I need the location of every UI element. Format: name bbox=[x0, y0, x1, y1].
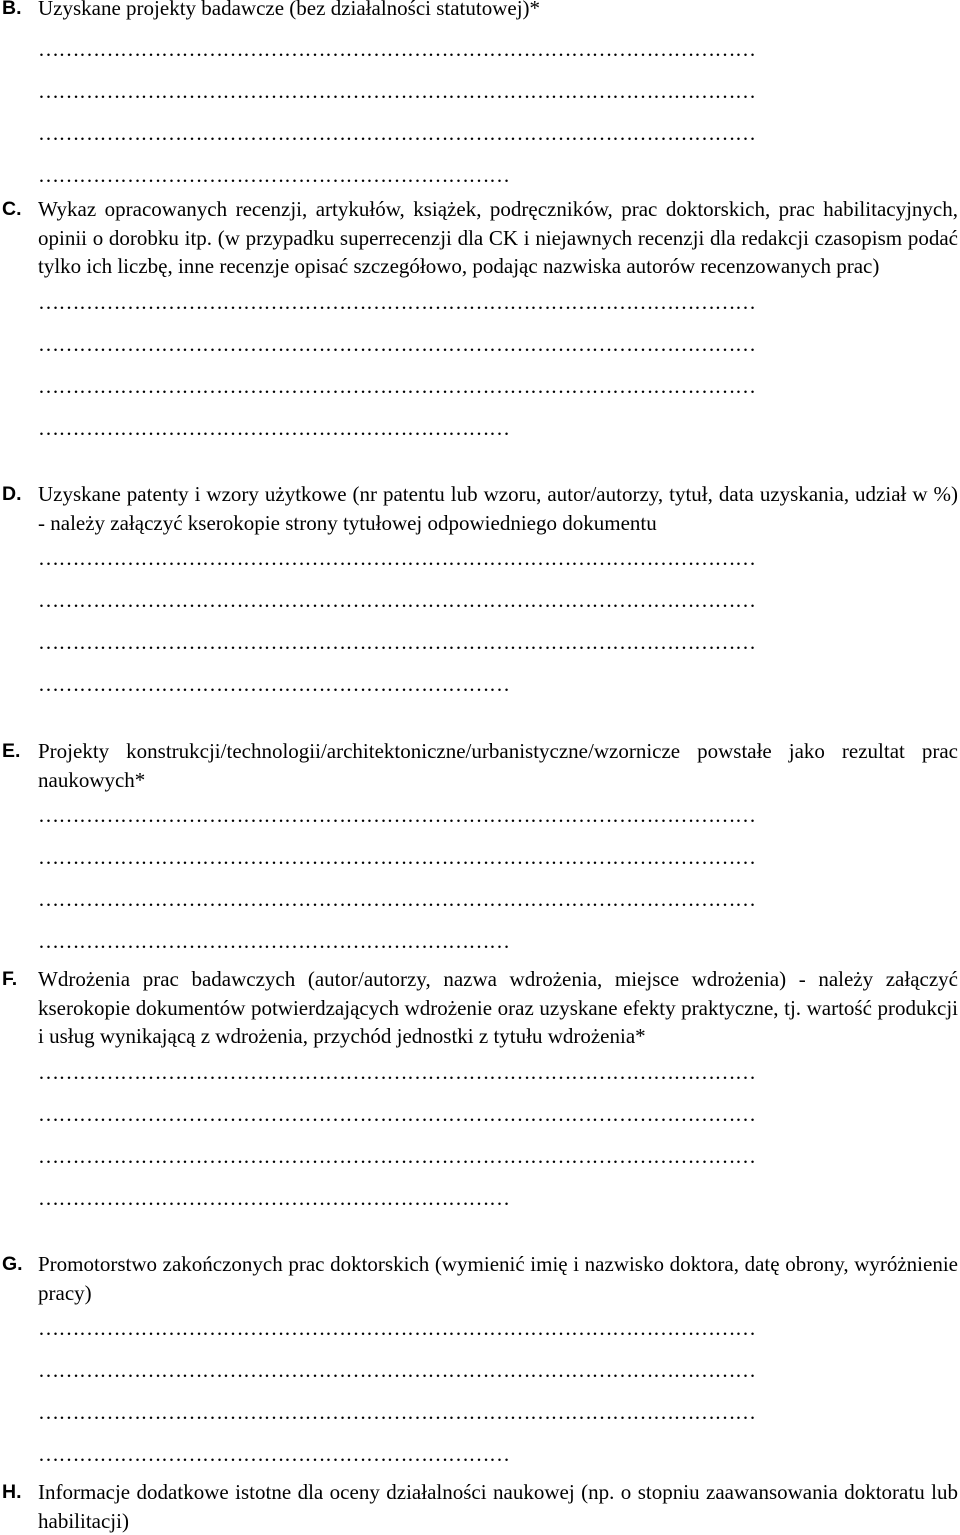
section-c-answer-lines[interactable] bbox=[38, 281, 960, 449]
section-g-answer-lines[interactable] bbox=[38, 1307, 960, 1475]
answer-line[interactable]: …………………………………………………………… bbox=[38, 1185, 510, 1210]
section-b-letter: B. bbox=[2, 0, 22, 19]
section-f-answer-lines[interactable] bbox=[38, 1051, 960, 1219]
section-d-heading bbox=[0, 480, 960, 537]
answer-line[interactable]: …………………………………………………………………………………………… bbox=[38, 1143, 756, 1168]
answer-line[interactable]: …………………………………………………………… bbox=[38, 162, 510, 187]
answer-line[interactable]: …………………………………………………………………………………………… bbox=[38, 1101, 756, 1126]
answer-line[interactable]: …………………………………………………………………………………………… bbox=[38, 120, 756, 145]
section-b-heading bbox=[0, 0, 960, 23]
answer-line[interactable]: …………………………………………………………………………………………… bbox=[38, 588, 756, 612]
answer-line[interactable]: …………………………………………………………………………………………… bbox=[38, 1400, 756, 1424]
section-f bbox=[0, 965, 960, 1219]
section-e-text: Projekty konstrukcji/technologii/architektoniczne/urbanistyczne/wzornicze powstałe jako rezultat prac naukowych* bbox=[38, 739, 958, 792]
section-c-letter: C. bbox=[2, 198, 22, 220]
answer-line[interactable]: …………………………………………………………… bbox=[38, 929, 510, 953]
section-e-letter: E. bbox=[2, 740, 21, 762]
answer-line[interactable]: …………………………………………………………………………………………… bbox=[38, 1316, 756, 1340]
answer-line[interactable]: …………………………………………………………………………………………… bbox=[38, 1059, 756, 1084]
section-h bbox=[0, 1478, 960, 1535]
section-g-letter: G. bbox=[2, 1253, 23, 1275]
answer-line[interactable]: …………………………………………………………………………………………… bbox=[38, 289, 756, 314]
section-e bbox=[0, 737, 960, 962]
answer-line[interactable]: …………………………………………………………………………………………… bbox=[38, 1358, 756, 1382]
answer-line[interactable]: …………………………………………………………………………………………… bbox=[38, 887, 756, 911]
section-b-answer-lines[interactable] bbox=[38, 28, 960, 196]
answer-line[interactable]: …………………………………………………………………………………………… bbox=[38, 546, 756, 570]
section-e-heading bbox=[0, 737, 960, 794]
answer-line[interactable]: …………………………………………………………… bbox=[38, 1442, 510, 1466]
section-f-heading bbox=[0, 965, 960, 1051]
section-h-text: Informacje dodatkowe istotne dla oceny działalności naukowej (np. o stopniu zaawansowania doktoratu lub habilitacji) bbox=[38, 1480, 958, 1533]
section-d-answer-lines[interactable] bbox=[38, 537, 960, 705]
section-b-text: Uzyskane projekty badawcze (bez działalności statutowej)* bbox=[38, 0, 541, 20]
answer-line[interactable]: …………………………………………………………………………………………… bbox=[38, 845, 756, 869]
section-g-heading bbox=[0, 1250, 960, 1307]
section-e-answer-lines[interactable] bbox=[38, 794, 960, 962]
answer-line[interactable]: …………………………………………………………………………………………… bbox=[38, 803, 756, 827]
answer-line[interactable]: …………………………………………………………… bbox=[38, 415, 510, 440]
section-c-heading bbox=[0, 195, 960, 281]
section-f-text: Wdrożenia prac badawczych (autor/autorzy, nazwa wdrożenia, miejsce wdrożenia) - należy załączyć kserokopie dokumentów potwierdzających wdrożenie oraz uzyskane efekty praktyczne, tj. wartość produkcji i usług wynikającą z wdrożenia, przychód jednostki z tytułu wdrożenia* bbox=[38, 967, 958, 1048]
section-g-text: Promotorstwo zakończonych prac doktorskich (wymienić imię i nazwisko doktora, datę obrony, wyróżnienie pracy) bbox=[38, 1252, 958, 1305]
section-h-heading bbox=[0, 1478, 960, 1535]
answer-line[interactable]: …………………………………………………………… bbox=[38, 672, 510, 696]
answer-line[interactable]: …………………………………………………………………………………………… bbox=[38, 630, 756, 654]
section-f-letter: F. bbox=[2, 968, 18, 990]
section-d-letter: D. bbox=[2, 483, 22, 505]
answer-line[interactable]: …………………………………………………………………………………………… bbox=[38, 373, 756, 398]
section-b bbox=[0, 0, 960, 196]
section-d bbox=[0, 480, 960, 705]
section-c-text: Wykaz opracowanych recenzji, artykułów, książek, podręczników, prac doktorskich, prac habilitacyjnych, opinii o dorobku itp. (w przypadku superrecenzji dla CK i niejawnych recenzji dla redakcji czasopism podać tylko ich liczbę, inne recenzje opisać szczegółowo, podając nazwiska autorów recenzowanych prac) bbox=[38, 197, 958, 278]
answer-line[interactable]: …………………………………………………………………………………………… bbox=[38, 331, 756, 356]
section-c bbox=[0, 195, 960, 449]
section-h-letter: H. bbox=[2, 1481, 22, 1503]
answer-line[interactable]: …………………………………………………………………………………………… bbox=[38, 78, 756, 103]
answer-line[interactable]: …………………………………………………………………………………………… bbox=[38, 36, 756, 61]
section-g bbox=[0, 1250, 960, 1475]
section-d-text: Uzyskane patenty i wzory użytkowe (nr patentu lub wzoru, autor/autorzy, tytuł, data uzyskania, udział w %) - należy załączyć kserokopie strony tytułowej odpowiedniego dokumentu bbox=[38, 482, 958, 535]
